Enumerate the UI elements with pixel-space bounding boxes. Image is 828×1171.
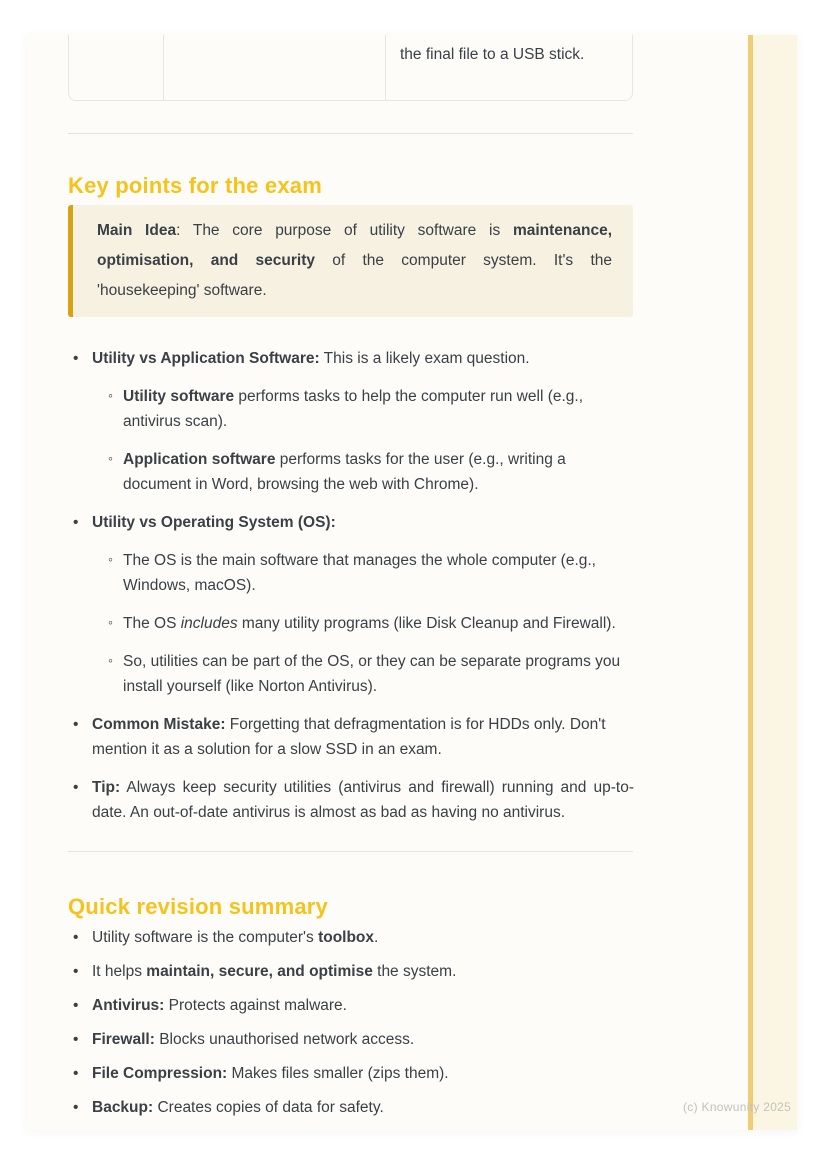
bold-text: File Compression: [92,1065,228,1082]
text-run: . [374,929,379,946]
text-run: Always keep security utilities (antivirus and firewall) running and up-to-date. An out-of-date antivirus is almost as bad as having no antivirus. [92,779,634,821]
sub-list-item [92,611,634,636]
italic-text: includes [180,615,238,632]
list-item-text [92,712,634,762]
bold-text: Utility vs Application Software: [92,350,320,367]
list-item-text [123,548,634,598]
list-item-text [92,959,634,984]
table-cell-2 [164,35,386,100]
list-item-text [92,1061,634,1086]
sub-list [92,548,634,699]
section-heading-quick-revision: Quick revision summary [68,894,328,920]
bullet-circle-icon: ◦ [108,450,113,466]
text-run: many utility programs (like Disk Cleanup and Firewall). [237,615,616,632]
list-item-text [92,346,634,371]
page-edge-ribbon-band [753,35,797,1130]
bold-text: maintenance, optimisation, and security [97,222,612,269]
list-item [68,346,634,497]
list-item [68,510,634,699]
list-item-text [92,775,634,825]
bullet-disc-icon: • [73,1065,79,1082]
list-item [68,959,634,984]
bullet-disc-icon: • [73,929,79,946]
list-item-text [123,611,634,636]
bullet-disc-icon: • [73,514,79,531]
table-fragment [68,35,633,101]
copyright-watermark: (c) Knowunity 2025 [683,1100,792,1114]
bold-text: Antivirus: [92,997,165,1014]
summary-list [68,925,634,1129]
table-cell-3: the final file to a USB stick. [400,46,585,63]
sub-list [92,384,634,497]
bold-text: Utility software [123,388,235,405]
text-run: So, utilities can be part of the OS, or they can be separate programs you install yourself (like Norton Antivirus). [123,653,621,695]
list-item-text [92,1095,634,1120]
list-item-text [123,649,634,699]
list-item [68,925,634,950]
list-item [68,1061,634,1086]
list-item-text [92,925,634,950]
text-run: Creates copies of data for safety. [153,1099,384,1116]
bold-text: Common Mistake: [92,716,226,733]
bullet-disc-icon: • [73,716,79,733]
text-run: Protects against malware. [164,997,347,1014]
text-run: performs tasks for the user (e.g., writing a document in Word, browsing the web with Chrome). [123,451,566,493]
list-item-text [92,1027,634,1052]
bullet-disc-icon: • [73,1031,79,1048]
text-run: The OS is the main software that manages the whole computer (e.g., Windows, macOS). [123,552,596,594]
bold-text: Application software [123,451,276,468]
bullet-disc-icon: • [73,779,79,796]
section-divider [68,851,633,852]
sub-list-item [92,447,634,497]
bullet-circle-icon: ◦ [108,614,113,630]
text-run: Makes files smaller (zips them). [227,1065,449,1082]
text-run: Utility software is the computer's [92,929,319,946]
list-item-text [92,510,634,535]
text-run: performs tasks to help the computer run well (e.g., antivirus scan). [123,388,584,430]
bullet-disc-icon: • [73,997,79,1014]
bold-text: Firewall: [92,1031,155,1048]
page-edge-ribbon-line [748,35,753,1130]
text-run: of the computer system. It's the 'housekeeping' software. [97,252,612,299]
bullet-circle-icon: ◦ [108,551,113,567]
list-item [68,775,634,825]
section-divider [68,133,633,134]
bold-text: maintain, secure, and optimise [146,963,373,980]
text-run: Forgetting that defragmentation is for HDDs only. Don't mention it as a solution for a slow SSD in an exam. [92,716,606,758]
bullet-disc-icon: • [73,1099,79,1116]
text-run: Blocks unauthorised network access. [154,1031,415,1048]
bullet-disc-icon: • [73,963,79,980]
bullet-circle-icon: ◦ [108,387,113,403]
text-run: It helps [92,963,147,980]
sub-list-item [92,384,634,434]
bullet-circle-icon: ◦ [108,652,113,668]
text-run: This is a likely exam question. [319,350,530,367]
list-item [68,1027,634,1052]
section-heading-key-points: Key points for the exam [68,173,322,199]
bold-text: Tip: [92,779,121,796]
list-item-text [123,447,634,497]
bold-text: Backup: [92,1099,154,1116]
list-item-text [92,993,634,1018]
bold-text: toolbox [318,929,375,946]
key-points-list [68,346,634,838]
bullet-disc-icon: • [73,350,79,367]
list-item-text [123,384,634,434]
sub-list-item [92,548,634,598]
bold-text: Utility vs Operating System (OS): [92,514,336,531]
text-run: : The core purpose of utility software is [176,222,513,239]
list-item [68,712,634,762]
bold-text: Main Idea [97,222,177,239]
main-idea-callout [68,205,633,317]
list-item [68,993,634,1018]
text-run: the system. [372,963,457,980]
table-cell-1 [69,35,164,100]
list-item [68,1095,634,1120]
text-run: The OS [123,615,181,632]
sub-list-item [92,649,634,699]
